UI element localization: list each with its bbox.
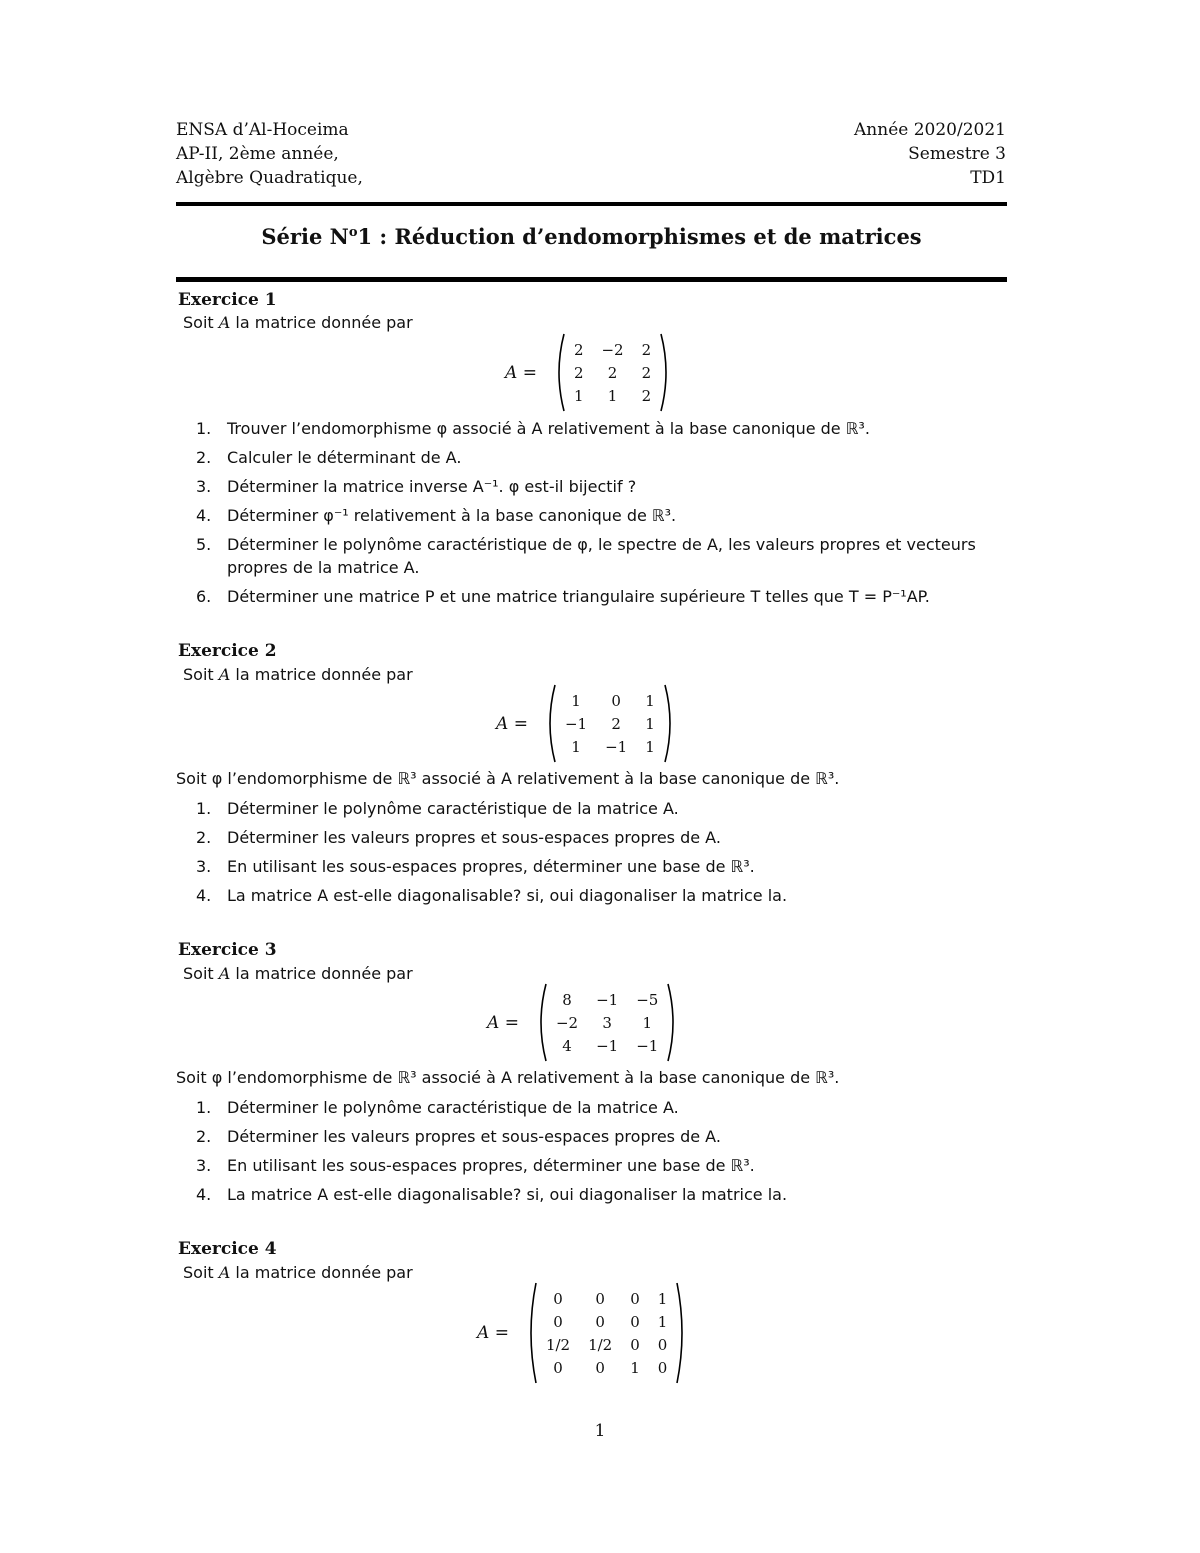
matrix-cell: 0 <box>630 1312 640 1331</box>
exercise-2-heading: Exercice 2 <box>178 641 277 661</box>
question-item <box>196 1151 1011 1180</box>
matrix-row <box>565 338 660 361</box>
question-number: 4. <box>196 1185 212 1204</box>
matrix-cell: 0 <box>630 1335 640 1354</box>
exercise-3-statement: Soit φ l’endomorphisme de ℝ³ associé à A relativement à la base canonique de ℝ³. <box>176 1068 840 1087</box>
header-row-1 <box>176 120 1006 144</box>
institution: ENSA d’Al-Hoceima <box>176 120 349 140</box>
matrix-row <box>547 1011 667 1034</box>
matrix-cell: 0 <box>553 1312 563 1331</box>
matrix-cell: 8 <box>562 990 572 1009</box>
question-item <box>196 1122 1011 1151</box>
matrix-cell: 0 <box>657 1335 668 1354</box>
question-number: 2. <box>196 448 212 467</box>
question-item <box>196 582 1011 611</box>
matrix-row <box>556 712 664 735</box>
question-text: Déterminer les valeurs propres et sous-espaces propres de A. <box>227 828 721 847</box>
matrix-cell: 1 <box>573 386 584 405</box>
matrix-cell: 2 <box>641 363 652 382</box>
question-number: 1. <box>196 419 212 438</box>
question-item <box>196 414 1011 443</box>
header-row-2 <box>176 144 1006 168</box>
question-item <box>196 443 1011 472</box>
matrix-row <box>547 1034 667 1057</box>
left-parenthesis <box>535 983 547 1062</box>
question-text: Déterminer le polynôme caractéristique de la matrice A. <box>227 799 679 818</box>
matrix-cell: 1 <box>645 691 655 710</box>
matrix-cell: 0 <box>595 1358 605 1377</box>
matrix-label: A = <box>477 1323 509 1343</box>
question-text: La matrice A est-elle diagonalisable? si, oui diagonaliser la matrice la. <box>227 886 788 905</box>
left-parenthesis <box>525 1282 537 1384</box>
exercise-1-matrix <box>505 333 672 412</box>
matrix-cell: 1/2 <box>588 1335 613 1354</box>
question-item <box>196 530 1011 582</box>
matrix-cell: 4 <box>562 1036 572 1055</box>
semester: Semestre 3 <box>908 144 1006 164</box>
header-divider <box>176 202 1007 206</box>
matrix-cell: 3 <box>602 1013 612 1032</box>
matrix-cell: 2 <box>573 340 584 359</box>
question-item <box>196 823 1011 852</box>
exercise-2-matrix <box>496 684 676 763</box>
question-item <box>196 501 1011 530</box>
matrix-row <box>537 1356 676 1379</box>
matrix-entries <box>565 338 660 407</box>
question-item <box>196 1180 1011 1209</box>
question-text: En utilisant les sous-espaces propres, déterminer une base de ℝ³. <box>227 1156 755 1175</box>
matrix-row <box>556 735 664 758</box>
matrix-cell: 0 <box>611 691 621 710</box>
matrix-cell: −1 <box>564 714 588 733</box>
matrix-cell: 1 <box>571 737 581 756</box>
matrix-cell: −1 <box>605 737 628 756</box>
matrix-label: A = <box>487 1012 519 1033</box>
matrix-cell: 1 <box>642 1013 653 1032</box>
matrix-cell: −1 <box>596 1036 619 1055</box>
left-parenthesis <box>553 333 565 412</box>
question-text: Déterminer le polynôme caractéristique de φ, le spectre de A, les valeurs propres et vecteurs propres de la matrice A. <box>227 535 976 577</box>
page-title: Série $N^o1$ : Réduction d’endomorphismes et de matrices <box>261 224 922 249</box>
matrix-cell: 0 <box>630 1289 640 1308</box>
matrix-cell: 1 <box>657 1289 668 1308</box>
matrix-cell: 0 <box>553 1358 563 1377</box>
matrix-cell: 2 <box>641 386 652 405</box>
exercise-1-intro: Soit A la matrice donnée par <box>183 313 413 332</box>
matrix-cell: 2 <box>607 363 618 382</box>
question-number: 4. <box>196 886 212 905</box>
matrix-cell: 1 <box>657 1312 668 1331</box>
question-number: 3. <box>196 477 212 496</box>
exercise-4-heading: Exercice 4 <box>178 1239 277 1259</box>
question-number: 1. <box>196 1098 212 1117</box>
matrix-cell: 0 <box>657 1358 668 1377</box>
exercise-3-matrix <box>487 983 679 1062</box>
matrix-entries <box>547 988 667 1057</box>
matrix-cell: 1 <box>645 714 655 733</box>
page-number: 1 <box>594 1421 606 1441</box>
academic-year: Année 2020/2021 <box>854 120 1006 140</box>
matrix-cell: 1 <box>630 1358 640 1377</box>
matrix-label: A = <box>496 713 528 734</box>
matrix-row <box>547 988 667 1011</box>
question-number: 3. <box>196 857 212 876</box>
question-number: 6. <box>196 587 212 606</box>
question-number: 2. <box>196 828 212 847</box>
exercise-1-questions <box>196 414 1011 611</box>
matrix-cell: 0 <box>595 1312 605 1331</box>
question-text: Trouver l’endomorphisme φ associé à A relativement à la base canonique de ℝ³. <box>227 419 870 438</box>
exercise-4-matrix <box>477 1282 688 1384</box>
td-label: TD1 <box>970 168 1006 188</box>
question-text: Déterminer une matrice P et une matrice triangulaire supérieure T telles que T = P⁻¹AP. <box>227 587 930 606</box>
exercise-4-intro: Soit A la matrice donnée par <box>183 1263 413 1282</box>
header-row-3 <box>176 168 1006 192</box>
matrix-entries <box>556 689 664 758</box>
exercise-3-intro: Soit A la matrice donnée par <box>183 964 413 983</box>
question-text: Déterminer la matrice inverse A⁻¹. φ est-il bijectif ? <box>227 477 637 496</box>
matrix-label: A = <box>505 362 537 383</box>
question-text: En utilisant les sous-espaces propres, déterminer une base de ℝ³. <box>227 857 755 876</box>
right-parenthesis <box>676 1282 688 1384</box>
question-number: 1. <box>196 799 212 818</box>
course: Algèbre Quadratique, <box>176 168 363 188</box>
exercise-3-heading: Exercice 3 <box>178 940 277 960</box>
question-text: Déterminer φ⁻¹ relativement à la base canonique de ℝ³. <box>227 506 677 525</box>
matrix-cell: −2 <box>601 340 624 359</box>
right-parenthesis <box>664 684 676 763</box>
matrix-entries <box>537 1287 676 1379</box>
question-text: La matrice A est-elle diagonalisable? si, oui diagonaliser la matrice la. <box>227 1185 788 1204</box>
matrix-cell: 2 <box>573 363 584 382</box>
question-number: 4. <box>196 506 212 525</box>
question-text: Déterminer le polynôme caractéristique de la matrice A. <box>227 1098 679 1117</box>
matrix-row <box>565 361 660 384</box>
question-text: Calculer le déterminant de A. <box>227 448 462 467</box>
question-number: 2. <box>196 1127 212 1146</box>
question-item <box>196 881 1011 910</box>
matrix-cell: −1 <box>636 1036 659 1055</box>
matrix-cell: 0 <box>553 1289 563 1308</box>
exercise-2-questions <box>196 794 1011 910</box>
exercise-2-statement: Soit φ l’endomorphisme de ℝ³ associé à A relativement à la base canonique de ℝ³. <box>176 769 840 788</box>
exercise-1-heading: Exercice 1 <box>178 290 277 310</box>
matrix-row <box>537 1287 676 1310</box>
question-item <box>196 852 1011 881</box>
question-item <box>196 1093 1011 1122</box>
matrix-cell: 1 <box>571 691 581 710</box>
matrix-cell: 1/2 <box>545 1335 571 1354</box>
matrix-row <box>537 1333 676 1356</box>
matrix-cell: 0 <box>595 1289 605 1308</box>
matrix-cell: 1 <box>607 386 618 405</box>
left-parenthesis <box>544 684 556 763</box>
matrix-row <box>565 384 660 407</box>
question-item <box>196 472 1011 501</box>
matrix-cell: 1 <box>645 737 655 756</box>
matrix-row <box>556 689 664 712</box>
matrix-cell: −2 <box>555 1013 579 1032</box>
matrix-row <box>537 1310 676 1333</box>
exercise-3-questions <box>196 1093 1011 1209</box>
matrix-cell: −1 <box>596 990 619 1009</box>
matrix-cell: −5 <box>636 990 659 1009</box>
right-parenthesis <box>667 983 679 1062</box>
question-number: 5. <box>196 535 212 554</box>
question-item <box>196 794 1011 823</box>
matrix-cell: 2 <box>611 714 621 733</box>
question-number: 3. <box>196 1156 212 1175</box>
exercise-2-intro: Soit A la matrice donnée par <box>183 665 413 684</box>
title-divider <box>176 277 1007 282</box>
question-text: Déterminer les valeurs propres et sous-espaces propres de A. <box>227 1127 721 1146</box>
matrix-cell: 2 <box>641 340 652 359</box>
right-parenthesis <box>660 333 672 412</box>
program: AP-II, 2ème année, <box>176 144 339 164</box>
